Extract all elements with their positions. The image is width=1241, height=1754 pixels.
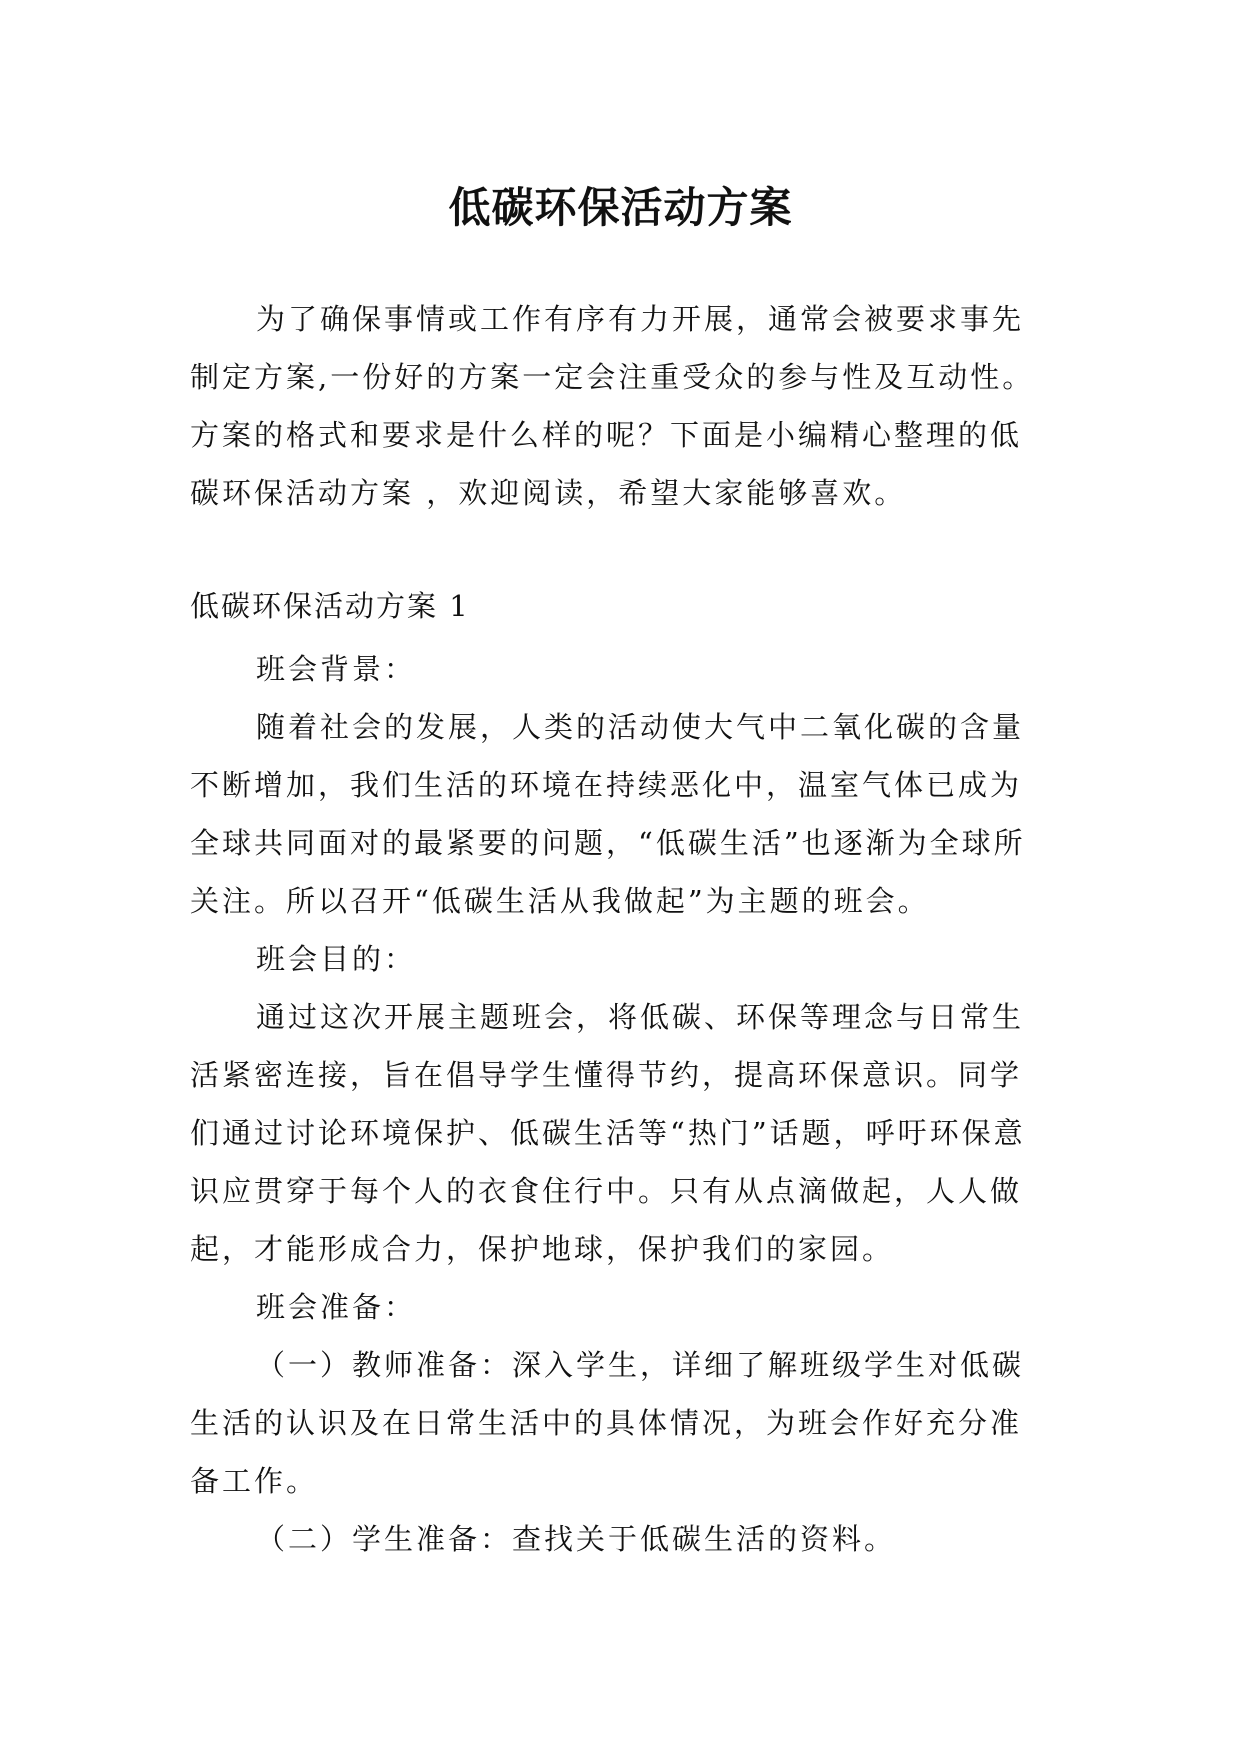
student-preparation-paragraph: （二）学生准备：查找关于低碳生活的资料。 [256, 1522, 897, 1556]
preparation-label: 班会准备： [256, 1290, 417, 1324]
background-label: 班会背景： [256, 652, 417, 686]
purpose-paragraph: 通过这次开展主题班会，将低碳、环保等理念与日常生活紧密连接，旨在倡导学生懂得节约，提高环保意识。同学们通过讨论环境保护、低碳生活等“热门”话题，呼吁环保意识应贯穿于每个人的衣食住行中。只有从点滴做起，人人做起，才能形成合力，保护地球，保护我们的家园。 [190, 1000, 1026, 1266]
document-title: 低碳环保活动方案 [448, 183, 793, 233]
background-paragraph: 随着社会的发展，人类的活动使大气中二氧化碳的含量不断增加，我们生活的环境在持续恶化中，温室气体已成为全球共同面对的最紧要的问题，“低碳生活”也逐渐为全球所关注。所以召开“低碳生活从我做起”为主题的班会。 [190, 710, 1026, 918]
section-heading: 低碳环保活动方案 1 [190, 589, 470, 623]
section-body [190, 640, 1052, 1568]
teacher-preparation-paragraph: （一）教师准备：深入学生，详细了解班级学生对低碳生活的认识及在日常生活中的具体情况，为班会作好充分准备工作。 [190, 1348, 1025, 1498]
intro-paragraph: 为了确保事情或工作有序有力开展，通常会被要求事先制定方案,一份好的方案一定会注重受众的参与性及互动性。方案的格式和要求是什么样的呢？下面是小编精心整理的低碳环保活动方案 ，欢迎阅读，希望大家能够喜欢。 [190, 302, 1035, 510]
purpose-label: 班会目的： [256, 942, 417, 976]
